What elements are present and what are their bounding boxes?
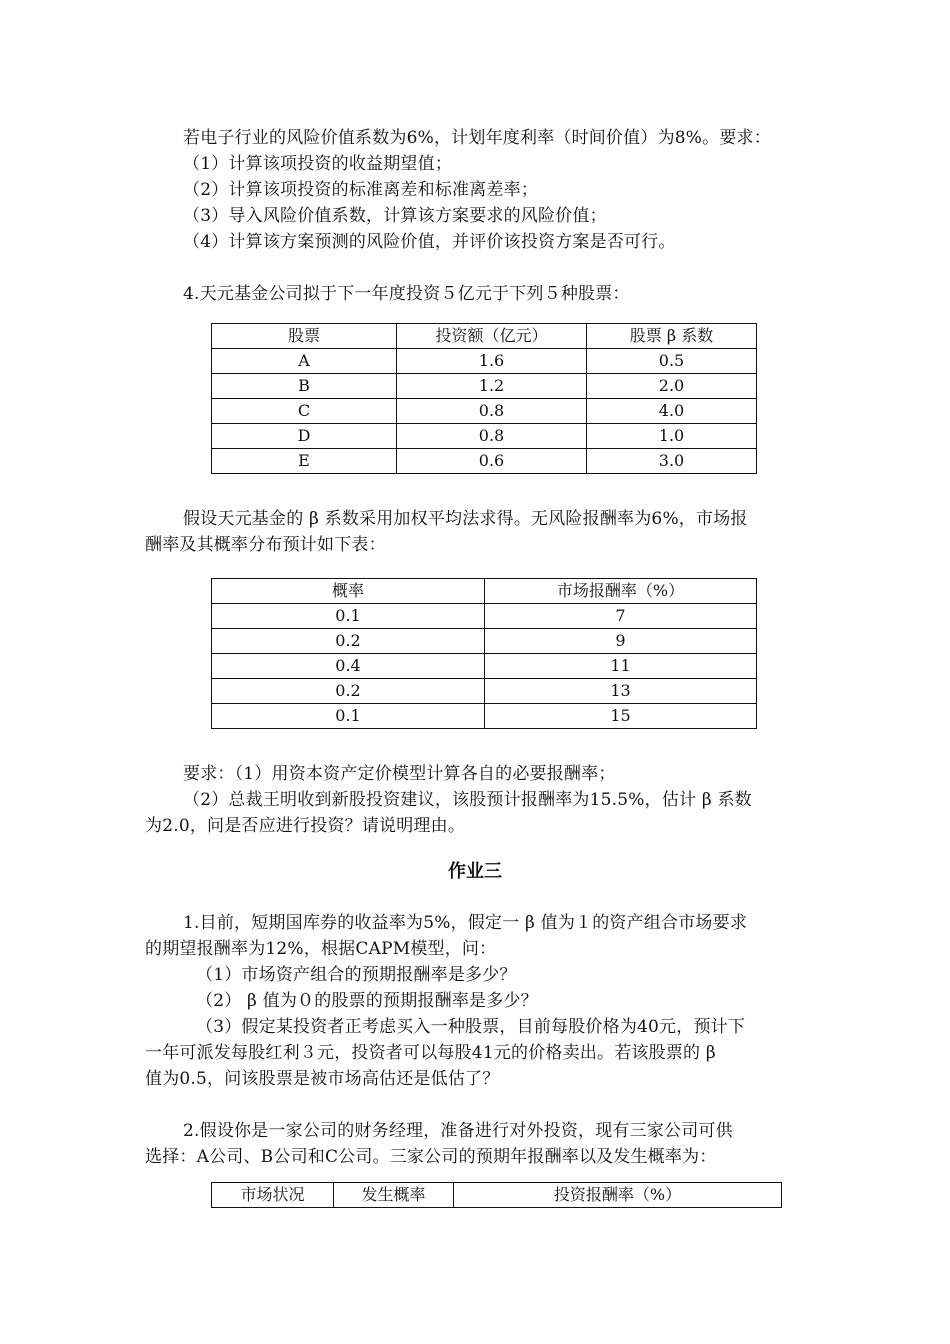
table-cell: C	[212, 399, 397, 424]
header-cell: 股票 β 系数	[587, 324, 757, 349]
table-row	[212, 349, 757, 374]
table-header-row	[212, 579, 757, 604]
stock-investment-table	[211, 323, 757, 474]
header-cell: 股票	[212, 324, 397, 349]
table-row	[212, 604, 757, 629]
table-cell: 0.4	[212, 654, 485, 679]
table-cell: D	[212, 424, 397, 449]
assumption-line-1: 假设天元基金的 β 系数采用加权平均法求得。无风险报酬率为6%，市场报	[183, 509, 748, 529]
table-cell: 0.8	[397, 399, 587, 424]
hw3-q2-line-1: 2.假设你是一家公司的财务经理，准备进行对外投资，现有三家公司可供	[183, 1121, 733, 1141]
market-return-table	[211, 578, 757, 729]
company-return-table	[211, 1182, 782, 1208]
table-cell: 13	[485, 679, 757, 704]
table-cell: E	[212, 449, 397, 474]
header-cell: 市场状况	[212, 1183, 334, 1208]
table-cell: 9	[485, 629, 757, 654]
table-row	[212, 654, 757, 679]
requirement-3: （3）导入风险价值系数，计算该方案要求的风险价值；	[183, 206, 607, 226]
table-cell: 1.0	[587, 424, 757, 449]
table-cell: 0.6	[397, 449, 587, 474]
table-cell: 0.2	[212, 629, 485, 654]
table-cell: 15	[485, 704, 757, 729]
requirement-1: （1）计算该项投资的收益期望值；	[183, 154, 453, 174]
table-cell: A	[212, 349, 397, 374]
table-row	[212, 449, 757, 474]
q4-requirement-1: 要求：（1）用资本资产定价模型计算各自的必要报酬率；	[183, 764, 616, 784]
requirement-4: （4）计算该方案预测的风险价值，并评价该投资方案是否可行。	[183, 232, 676, 252]
table-row	[212, 704, 757, 729]
table-row	[212, 629, 757, 654]
table-row	[212, 424, 757, 449]
table-cell: 0.2	[212, 679, 485, 704]
table-header-row	[212, 324, 757, 349]
table-cell: 2.0	[587, 374, 757, 399]
q4-requirement-2-cont: 为2.0，问是否应进行投资？请说明理由。	[145, 816, 466, 836]
intro-line: 若电子行业的风险价值系数为6%，计划年度利率（时间价值）为8%。要求：	[183, 128, 771, 148]
table-cell: 0.1	[212, 604, 485, 629]
hw3-q2-line-2: 选择：A公司、B公司和C公司。三家公司的预期年报酬率以及发生概率为：	[145, 1147, 717, 1167]
table-cell: 1.2	[397, 374, 587, 399]
table-cell: 0.8	[397, 424, 587, 449]
hw3-q1-sub-1: （1）市场资产组合的预期报酬率是多少？	[196, 965, 517, 985]
table-row	[212, 679, 757, 704]
header-cell: 发生概率	[334, 1183, 454, 1208]
table-cell: B	[212, 374, 397, 399]
table-cell: 3.0	[587, 449, 757, 474]
table-cell: 0.1	[212, 704, 485, 729]
hw3-q1-line-1: 1.目前，短期国库券的收益率为5%，假定一 β 值为１的资产组合市场要求	[183, 913, 748, 933]
table-row	[212, 399, 757, 424]
hw3-q1-line-2: 的期望报酬率为12%，根据CAPM模型，问：	[145, 939, 497, 959]
table-cell: 4.0	[587, 399, 757, 424]
question-4-text: 4.天元基金公司拟于下一年度投资５亿元于下列５种股票：	[183, 284, 630, 304]
header-cell: 投资报酬率（%）	[454, 1183, 782, 1208]
header-cell: 概率	[212, 579, 485, 604]
table-cell: 1.6	[397, 349, 587, 374]
hw3-q1-sub-2: （2） β 值为０的股票的预期报酬率是多少？	[196, 991, 538, 1011]
header-cell: 投资额（亿元）	[397, 324, 587, 349]
table-header-row	[212, 1183, 782, 1208]
requirement-2: （2）计算该项投资的标准离差和标准离差率；	[183, 180, 539, 200]
table-cell: 7	[485, 604, 757, 629]
hw3-q1-sub-3-cont: 值为0.5，问该股票是被市场高估还是低估了？	[145, 1069, 500, 1089]
assumption-line-2: 酬率及其概率分布预计如下表：	[145, 535, 386, 555]
section-title: 作业三	[448, 861, 502, 882]
q4-requirement-2: （2）总裁王明收到新股投资建议，该股预计报酬率为15.5%，估计 β 系数	[183, 790, 752, 810]
header-cell: 市场报酬率（%）	[485, 579, 757, 604]
table-row	[212, 374, 757, 399]
hw3-q1-sub-3: （3）假定某投资者正考虑买入一种股票，目前每股价格为40元，预计下	[196, 1017, 746, 1037]
table-cell: 0.5	[587, 349, 757, 374]
table-cell: 11	[485, 654, 757, 679]
hw3-q1-sub-3-cont: 一年可派发每股红利３元，投资者可以每股41元的价格卖出。若该股票的 β	[145, 1043, 716, 1063]
